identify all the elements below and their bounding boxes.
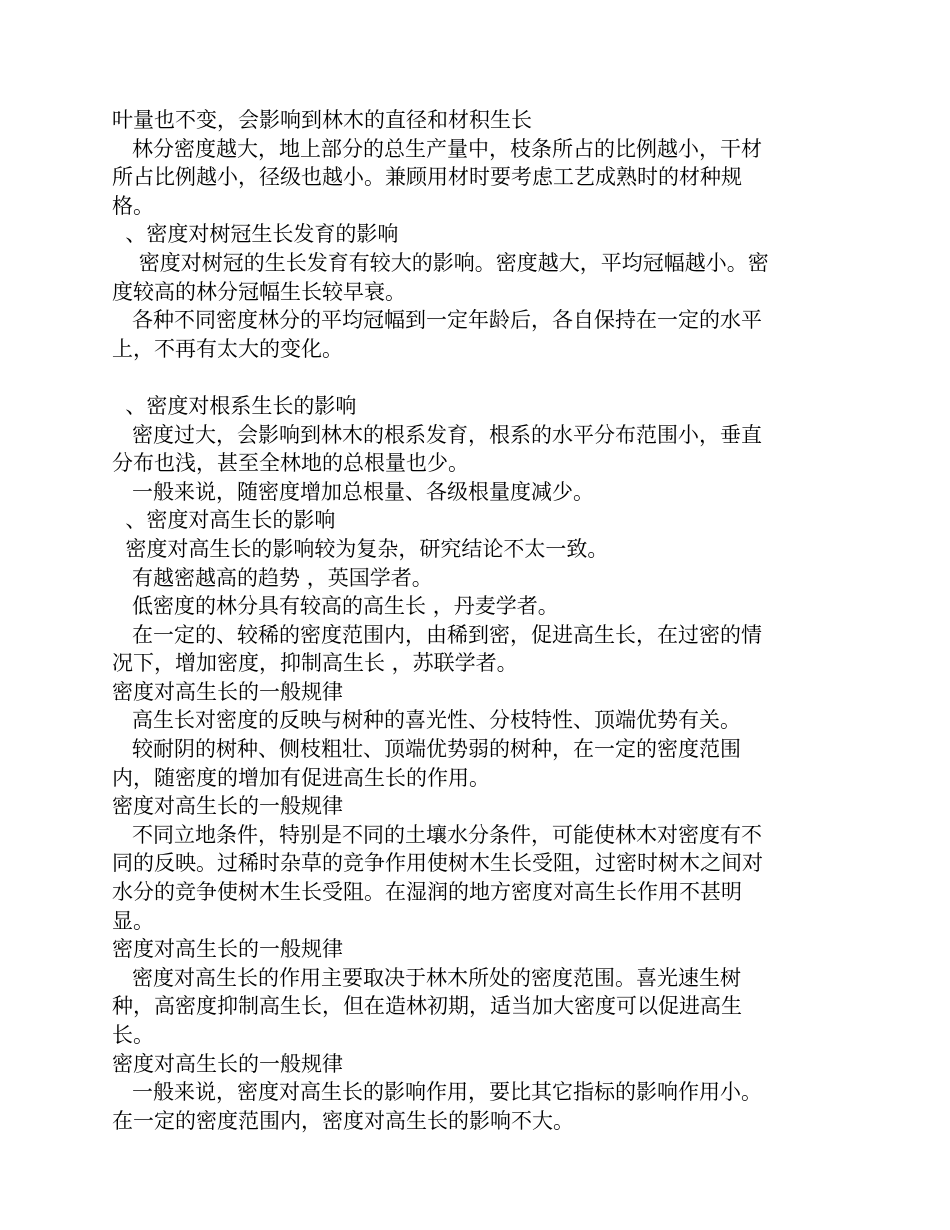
text-line: 各种不同密度林分的平均冠幅到一定年龄后，各自保持在一定的水平 bbox=[112, 308, 763, 333]
text-line: 况下，增加密度，抑制高生长 ，苏联学者。 bbox=[112, 651, 518, 676]
text-line: 在一定的密度范围内，密度对高生长的影响不大。 bbox=[112, 1108, 574, 1133]
text-line: 分布也浅，甚至全林地的总根量也少。 bbox=[112, 451, 469, 476]
text-line: 密度对高生长的一般规律 bbox=[112, 937, 343, 962]
text-line: 密度对高生长的一般规律 bbox=[112, 679, 343, 704]
text-line: 低密度的林分具有较高的高生长 ，丹麦学者。 bbox=[112, 594, 559, 619]
text-line: 、密度对高生长的影响 bbox=[112, 508, 336, 533]
text-line: 、密度对根系生长的影响 bbox=[112, 393, 357, 418]
text-line: 上，不再有太大的变化。 bbox=[112, 336, 343, 361]
text-line: 水分的竞争使树木生长受阻。在湿润的地方密度对高生长作用不甚明 bbox=[112, 880, 742, 905]
text-line: 显。 bbox=[112, 908, 154, 933]
text-line: 在一定的、较稀的密度范围内，由稀到密，促进高生长，在过密的情 bbox=[112, 622, 763, 647]
text-line: 一般来说，随密度增加总根量、各级根量度减少。 bbox=[112, 479, 595, 504]
paragraph-gap bbox=[112, 363, 842, 392]
text-line: 长。 bbox=[112, 1023, 154, 1047]
text-line: 叶量也不变，会影响到林木的直径和材积生长 bbox=[112, 108, 532, 132]
text-line: 所占比例越小，径级也越小。兼顾用材时要考虑工艺成熟时的材种规 bbox=[112, 165, 742, 190]
text-line: 密度过大，会影响到林木的根系发育，根系的水平分布范围小，垂直 bbox=[112, 422, 763, 447]
text-line: 度较高的林分冠幅生长较早衰。 bbox=[112, 279, 406, 304]
text-line: 密度对高生长的影响较为复杂，研究结论不太一致。 bbox=[112, 536, 609, 561]
text-line: 种，高密度抑制高生长，但在造林初期，适当加大密度可以促进高生 bbox=[112, 994, 742, 1019]
text-line: 内，随密度的增加有促进高生长的作用。 bbox=[112, 765, 490, 790]
text-line: 不同立地条件，特别是不同的土壤水分条件，可能使林木对密度有不 bbox=[112, 822, 763, 847]
text-line: 密度对高生长的作用主要取决于林木所处的密度范围。喜光速生树 bbox=[112, 965, 742, 990]
text-line: 较耐阴的树种、侧枝粗壮、顶端优势弱的树种，在一定的密度范围 bbox=[112, 737, 742, 762]
text-line: 、密度对树冠生长发育的影响 bbox=[112, 222, 399, 247]
document-body bbox=[112, 106, 842, 1135]
text-line: 同的反映。过稀时杂草的竞争作用使树木生长受阻，过密时树木之间对 bbox=[112, 851, 763, 876]
text-line: 密度对树冠的生长发育有较大的影响。密度越大，平均冠幅越小。密 bbox=[112, 250, 769, 275]
text-line: 高生长对密度的反映与树种的喜光性、分枝特性、顶端优势有关。 bbox=[112, 708, 742, 733]
text-line: 格。 bbox=[112, 193, 154, 218]
text-line: 密度对高生长的一般规律 bbox=[112, 794, 343, 819]
text-line: 有越密越高的趋势 ，英国学者。 bbox=[112, 565, 433, 590]
text-line: 密度对高生长的一般规律 bbox=[112, 1051, 343, 1076]
text-line: 一般来说，密度对高生长的影响作用，要比其它指标的影响作用小。 bbox=[112, 1080, 763, 1105]
text-line: 林分密度越大，地上部分的总生产量中，枝条所占的比例越小，干材 bbox=[112, 136, 763, 161]
